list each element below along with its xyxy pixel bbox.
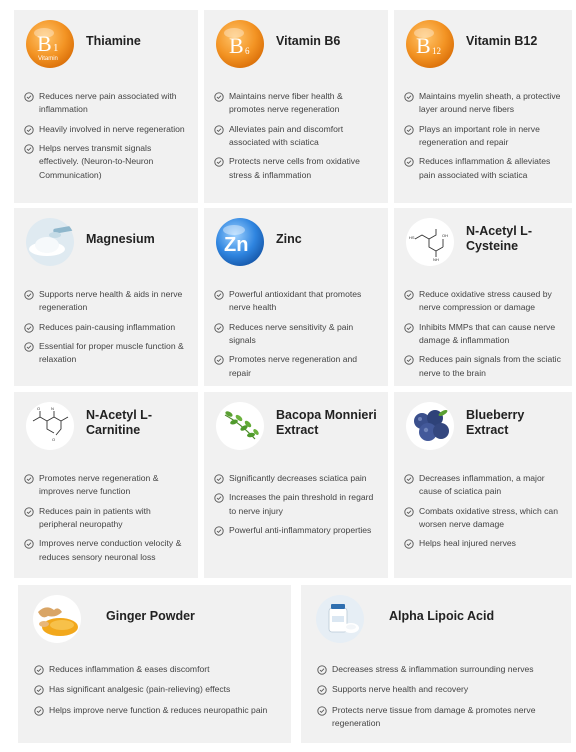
benefit-list [24, 288, 190, 373]
vitamin-b1-icon [25, 19, 75, 69]
benefit-item: Alleviates pain and discomfort associated with sciatica [214, 123, 380, 150]
blueberry-icon [405, 401, 455, 451]
card-title: Alpha Lipoic Acid [389, 608, 495, 623]
check-circle-icon [404, 92, 414, 102]
check-circle-icon [404, 507, 414, 517]
check-circle-icon [214, 355, 224, 365]
benefit-list [24, 472, 190, 570]
check-circle-icon [214, 323, 224, 333]
card-ginger-powder [18, 585, 291, 743]
svg-text:6: 6 [245, 46, 250, 56]
card-title: N-Acetyl L-Cysteine [466, 224, 532, 253]
benefit-item: Combats oxidative stress, which can worsen nerve damage [404, 505, 564, 532]
check-circle-icon [317, 685, 327, 695]
benefit-item: Protects nerve tissue from damage & promotes nerve regeneration [317, 704, 563, 731]
benefit-item: Reduce oxidative stress caused by nerve compression or damage [404, 288, 564, 315]
check-circle-icon [214, 493, 224, 503]
check-circle-icon [214, 157, 224, 167]
benefit-item: Improves nerve conduction velocity & reduces sensory neuronal loss [24, 537, 190, 564]
card-blueberry-extract [394, 392, 572, 578]
alpha-lipoic-acid-icon [315, 594, 365, 644]
svg-text:O: O [52, 437, 56, 442]
benefit-list [404, 90, 564, 188]
check-circle-icon [24, 144, 34, 154]
svg-text:OH: OH [442, 233, 448, 238]
card-n-acetyl-carnitine [14, 392, 198, 578]
benefit-list [404, 288, 564, 386]
check-circle-icon [24, 290, 34, 300]
check-circle-icon [24, 92, 34, 102]
check-circle-icon [24, 474, 34, 484]
svg-text:B: B [416, 33, 431, 58]
check-circle-icon [404, 474, 414, 484]
svg-text:N: N [51, 406, 54, 411]
card-title: N-Acetyl L-Carnitine [86, 408, 152, 437]
benefit-item: Reduces nerve sensitivity & pain signals [214, 321, 380, 348]
check-circle-icon [214, 92, 224, 102]
check-circle-icon [34, 665, 44, 675]
benefit-item: Promotes nerve regeneration and repair [214, 353, 380, 380]
check-circle-icon [24, 125, 34, 135]
check-circle-icon [317, 665, 327, 675]
benefit-item: Promotes nerve regeneration & improves nerve function [24, 472, 190, 499]
check-circle-icon [34, 685, 44, 695]
svg-text:Vitamin: Vitamin [38, 56, 58, 62]
card-n-acetyl-cysteine [394, 208, 572, 386]
check-circle-icon [214, 290, 224, 300]
benefit-item: Helps improve nerve function & reduces neuropathic pain [34, 704, 283, 717]
card-bacopa-monnieri [204, 392, 388, 578]
benefit-list [317, 663, 563, 737]
benefit-item: Powerful antioxidant that promotes nerve health [214, 288, 380, 315]
benefit-item: Inhibits MMPs that can cause nerve damage & inflammation [404, 321, 564, 348]
benefit-item: Has significant analgesic (pain-relieving) effects [34, 683, 283, 696]
check-circle-icon [24, 539, 34, 549]
benefit-item: Reduces pain signals from the sciatic nerve to the brain [404, 353, 564, 380]
benefit-item: Helps nerves transmit signals effectively. (Neuron-to-Neuron Communication) [24, 142, 190, 182]
magnesium-powder-icon [25, 217, 75, 267]
benefit-item: Heavily involved in nerve regeneration [24, 123, 190, 136]
card-title: Thiamine [86, 33, 141, 48]
benefit-list [34, 663, 283, 724]
benefit-item: Maintains nerve fiber health & promotes nerve regeneration [214, 90, 380, 117]
svg-text:HS: HS [409, 235, 415, 240]
benefit-item: Supports nerve health & aids in nerve regeneration [24, 288, 190, 315]
check-circle-icon [34, 706, 44, 716]
card-title: Ginger Powder [106, 608, 195, 623]
vitamin-b12-icon [405, 19, 455, 69]
benefit-item: Decreases stress & inflammation surrounding nerves [317, 663, 563, 676]
benefit-item: Supports nerve health and recovery [317, 683, 563, 696]
check-circle-icon [404, 539, 414, 549]
card-title: Vitamin B12 [466, 33, 538, 48]
benefit-item: Essential for proper muscle function & relaxation [24, 340, 190, 367]
benefit-item: Decreases inflammation, a major cause of sciatica pain [404, 472, 564, 499]
benefit-item: Helps heal injured nerves [404, 537, 564, 550]
benefit-item: Protects nerve cells from oxidative stress & inflammation [214, 155, 380, 182]
check-circle-icon [24, 323, 34, 333]
benefit-item: Reduces inflammation & eases discomfort [34, 663, 283, 676]
check-circle-icon [404, 157, 414, 167]
card-vitamin-b12 [394, 10, 572, 203]
benefit-item: Reduces inflammation & alleviates pain associated with sciatica [404, 155, 564, 182]
check-circle-icon [214, 474, 224, 484]
svg-text:B: B [229, 33, 244, 58]
card-title: Blueberry Extract [466, 408, 525, 437]
check-circle-icon [24, 342, 34, 352]
carnitine-molecule-icon [25, 401, 75, 451]
card-title: Zinc [276, 231, 302, 246]
bacopa-leaf-icon [215, 401, 265, 451]
benefit-item: Maintains myelin sheath, a protective layer around nerve fibers [404, 90, 564, 117]
svg-text:1: 1 [53, 42, 59, 54]
check-circle-icon [404, 290, 414, 300]
benefit-item: Increases the pain threshold in regard to nerve injury [214, 491, 380, 518]
card-title: Bacopa Monnieri Extract [276, 408, 377, 437]
check-circle-icon [404, 323, 414, 333]
check-circle-icon [24, 507, 34, 517]
benefit-item: Plays an important role in nerve regeneration and repair [404, 123, 564, 150]
zinc-icon [215, 217, 265, 267]
card-alpha-lipoic-acid [301, 585, 571, 743]
check-circle-icon [214, 526, 224, 536]
benefit-list [214, 472, 380, 543]
ginger-icon [32, 594, 82, 644]
vitamin-b6-icon [215, 19, 265, 69]
card-title: Vitamin B6 [276, 33, 341, 48]
card-title: Magnesium [86, 231, 155, 246]
benefit-item: Powerful anti-inflammatory properties [214, 524, 380, 537]
svg-text:Zn: Zn [224, 234, 249, 256]
benefit-list [404, 472, 564, 557]
benefit-item: Significantly decreases sciatica pain [214, 472, 380, 485]
benefit-list [24, 90, 190, 188]
benefit-list [214, 90, 380, 188]
svg-text:12: 12 [432, 46, 441, 56]
svg-text:B: B [37, 31, 52, 56]
benefit-item: Reduces pain in patients with peripheral neuropathy [24, 505, 190, 532]
svg-text:NH: NH [433, 257, 439, 262]
check-circle-icon [317, 706, 327, 716]
check-circle-icon [404, 125, 414, 135]
check-circle-icon [214, 125, 224, 135]
svg-text:O: O [37, 406, 41, 411]
card-magnesium [14, 208, 198, 386]
benefit-item: Reduces pain-causing inflammation [24, 321, 190, 334]
check-circle-icon [404, 355, 414, 365]
card-thiamine [14, 10, 198, 203]
cysteine-molecule-icon [405, 217, 455, 267]
card-zinc [204, 208, 388, 386]
benefit-item: Reduces nerve pain associated with inflammation [24, 90, 190, 117]
benefit-list [214, 288, 380, 386]
card-vitamin-b6 [204, 10, 388, 203]
